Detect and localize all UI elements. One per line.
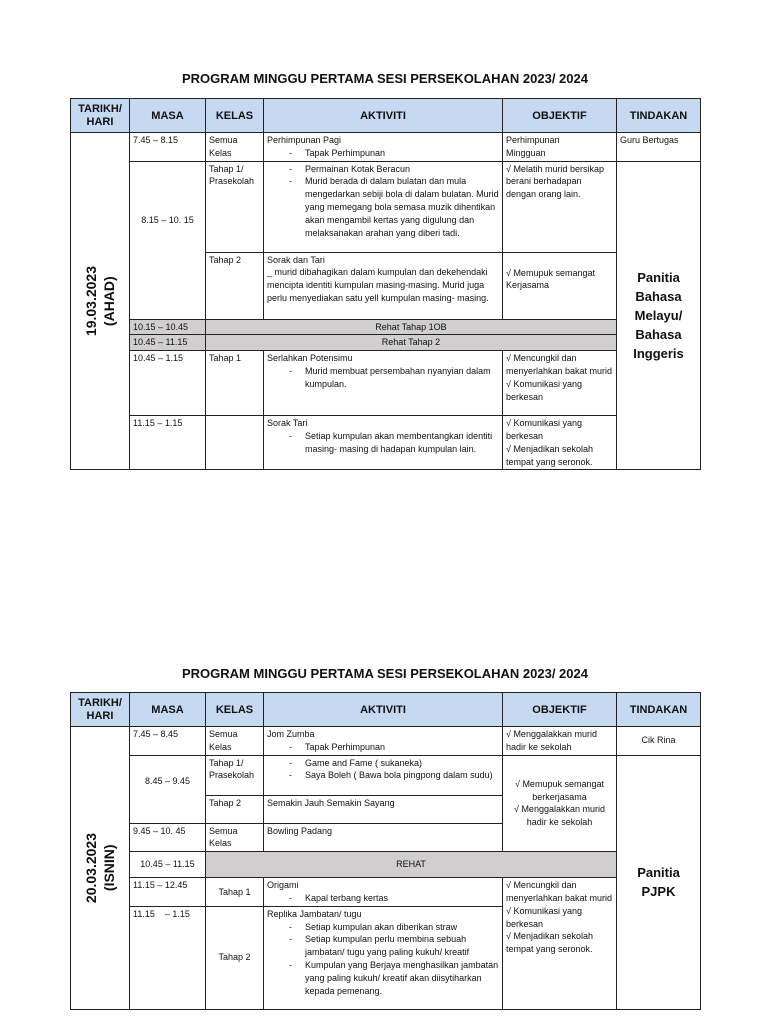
- activity-cell: [264, 133, 503, 162]
- class-cell: Tahap 1: [206, 351, 264, 416]
- activity-bullet: - Game and Fame ( sukaneka): [289, 757, 499, 770]
- header-time: MASA: [130, 99, 206, 133]
- objective-cell: √ Memupuk semangat berkerjasama √ Menggalakkan murid hadir ke sekolah: [503, 755, 617, 852]
- activity-bullet: - Tapak Perhimpunan: [289, 741, 499, 754]
- class-cell: Tahap 2: [206, 252, 264, 319]
- activity-cell: [264, 416, 503, 470]
- class-cell: Tahap 1: [206, 878, 264, 907]
- objective-cell: √ Mencungkil dan menyerlahkan bakat murid √ Komunikasi yang berkesan: [503, 351, 617, 416]
- header-date: TARIKH/ HARI: [71, 693, 130, 727]
- header-time: MASA: [130, 693, 206, 727]
- header-class: KELAS: [206, 99, 264, 133]
- schedule-table-1: [70, 98, 701, 470]
- activity-bullet: - Setiap kumpulan akan membentangkan identiti masing- masing di hadapan kumpulan lain.: [289, 430, 499, 456]
- date-cell: [71, 727, 130, 1010]
- table-row: [71, 727, 701, 756]
- date-cell: [71, 133, 130, 470]
- activity-cell: [264, 755, 503, 795]
- table-row: [71, 878, 701, 907]
- activity-title: Perhimpunan Pagi: [267, 135, 342, 145]
- class-cell: Tahap 2: [206, 906, 264, 1009]
- objective-cell: √ Memupuk semangat Kerjasama: [503, 252, 617, 319]
- table-row: [71, 351, 701, 416]
- objective-cell: √ Menggalakkan murid hadir ke sekolah: [503, 727, 617, 756]
- activity-cell: Semakin Jauh Semakin Sayang: [264, 795, 503, 823]
- action-merged-cell: Panitia Bahasa Melayu/ Bahasa Inggeris: [617, 161, 701, 470]
- action-merged-cell: Panitia PJPK: [617, 755, 701, 1009]
- objective-cell: √ Komunikasi yang berkesan √ Menjadikan sekolah tempat yang seronok.: [503, 416, 617, 470]
- table-row: [71, 416, 701, 470]
- activity-bullet: - Kumpulan yang Berjaya menghasilkan jambatan yang paling kukuh/ kreatif akan diisytiharkan kepada pemenang.: [289, 959, 499, 997]
- activity-bullet: - Murid berada di dalam bulatan dan mula mengedarkan sebiji bola di dalam bulatan. Murid yang memegang bola semasa muzik dihentikan akan mengambil kertas yang digulung dan melaksanakan arahan yang diberi tadi.: [289, 175, 499, 239]
- time-cell: 7.45 – 8.15: [130, 133, 206, 162]
- activity-cell: [264, 878, 503, 907]
- activity-title: Sorak Tari: [267, 418, 308, 429]
- action-cell: Cik Rina: [617, 727, 701, 756]
- class-cell: Semua Kelas: [206, 727, 264, 756]
- activity-bullet: - Tapak Perhimpunan: [289, 147, 499, 160]
- day-text: (AHAD): [101, 276, 117, 327]
- time-cell: 10.15 – 10.45: [130, 319, 206, 335]
- class-cell: Tahap 1/ Prasekolah: [206, 755, 264, 795]
- header-activity: AKTIVITI: [264, 693, 503, 727]
- objective-cell: √ Melatih murid bersikap berani berhadapan dengan orang lain.: [503, 161, 617, 252]
- class-cell: Semua Kelas: [206, 823, 264, 852]
- table-row: [71, 335, 701, 351]
- time-cell: 11.15 – 1.15: [130, 906, 206, 1009]
- header-action: TINDAKAN: [617, 99, 701, 133]
- date-text: 20.03.2023: [83, 832, 99, 903]
- header-objective: OBJEKTIF: [503, 693, 617, 727]
- activity-cell: Bowling Padang: [264, 823, 503, 852]
- table2-title: PROGRAM MINGGU PERTAMA SESI PERSEKOLAHAN 2023/ 2024: [182, 666, 588, 681]
- table-row: [71, 133, 701, 162]
- activity-cell: [264, 727, 503, 756]
- table-row: [71, 755, 701, 795]
- time-cell: 10.45 – 11.15: [130, 852, 206, 878]
- header-action: TINDAKAN: [617, 693, 701, 727]
- activity-cell: Sorak dan Tari _ murid dibahagikan dalam kumpulan dan dekehendaki mencipta identiti kumpulan masing-masing. Murid juga perlu menyediakan satu yell kumpulan masing- masing.: [264, 252, 503, 319]
- activity-cell: [264, 906, 503, 1009]
- activity-title: Jom Zumba: [267, 729, 315, 739]
- time-cell: 11.15 – 1.15: [130, 416, 206, 470]
- table-row: [71, 161, 701, 252]
- day-text: (ISNIN): [101, 844, 117, 892]
- activity-bullet: - Setiap kumpulan akan diberikan straw: [289, 921, 499, 934]
- time-cell: 7.45 – 8.45: [130, 727, 206, 756]
- activity-bullet: - Saya Boleh ( Bawa bola pingpong dalam sudu): [289, 769, 499, 782]
- activity-title: Serlahkan Potensimu: [267, 353, 353, 364]
- activity-cell: [264, 351, 503, 416]
- break-cell: Rehat Tahap 2: [206, 335, 617, 351]
- break-cell: Rehat Tahap 1OB: [206, 319, 617, 335]
- activity-bullet: - Setiap kumpulan perlu membina sebuah jambatan/ tugu yang paling kukuh/ kreatif: [289, 933, 499, 959]
- header-date: TARIKH/ HARI: [71, 99, 130, 133]
- time-cell: 10.45 – 11.15: [130, 335, 206, 351]
- date-text: 19.03.2023: [83, 266, 99, 337]
- activity-title: Origami: [267, 880, 299, 891]
- table1-title: PROGRAM MINGGU PERTAMA SESI PERSEKOLAHAN 2023/ 2024: [182, 71, 588, 86]
- time-cell: 8.15 – 10. 15: [130, 161, 206, 319]
- time-cell: 8.45 – 9.45: [130, 755, 206, 823]
- time-cell: 11.15 – 12.45: [130, 878, 206, 907]
- class-cell: Tahap 1/ Prasekolah: [206, 161, 264, 252]
- time-cell: 10.45 – 1.15: [130, 351, 206, 416]
- header-class: KELAS: [206, 693, 264, 727]
- activity-cell: [264, 161, 503, 252]
- activity-bullet: - Murid membuat persembahan nyanyian dalam kumpulan.: [289, 365, 499, 391]
- header-activity: AKTIVITI: [264, 99, 503, 133]
- table-row: [71, 852, 701, 878]
- action-cell: Guru Bertugas: [617, 133, 701, 162]
- break-cell: REHAT: [206, 852, 617, 878]
- class-cell: [206, 416, 264, 470]
- activity-bullet: - Kapal terbang kertas: [289, 892, 499, 905]
- objective-cell: √ Mencungkil dan menyerlahkan bakat murid √ Komunikasi yang berkesan √ Menjadikan sekolah tempat yang seronok.: [503, 878, 617, 1010]
- table-row: [71, 319, 701, 335]
- class-cell: Semua Kelas: [206, 133, 264, 162]
- time-cell: 9.45 – 10. 45: [130, 823, 206, 852]
- class-cell: Tahap 2: [206, 795, 264, 823]
- activity-title: Replika Jambatan/ tugu: [267, 908, 362, 919]
- objective-cell: Perhimpunan Mingguan: [503, 133, 617, 162]
- activity-bullet: - Permainan Kotak Beracun: [289, 163, 499, 176]
- header-objective: OBJEKTIF: [503, 99, 617, 133]
- schedule-table-2: [70, 692, 701, 1010]
